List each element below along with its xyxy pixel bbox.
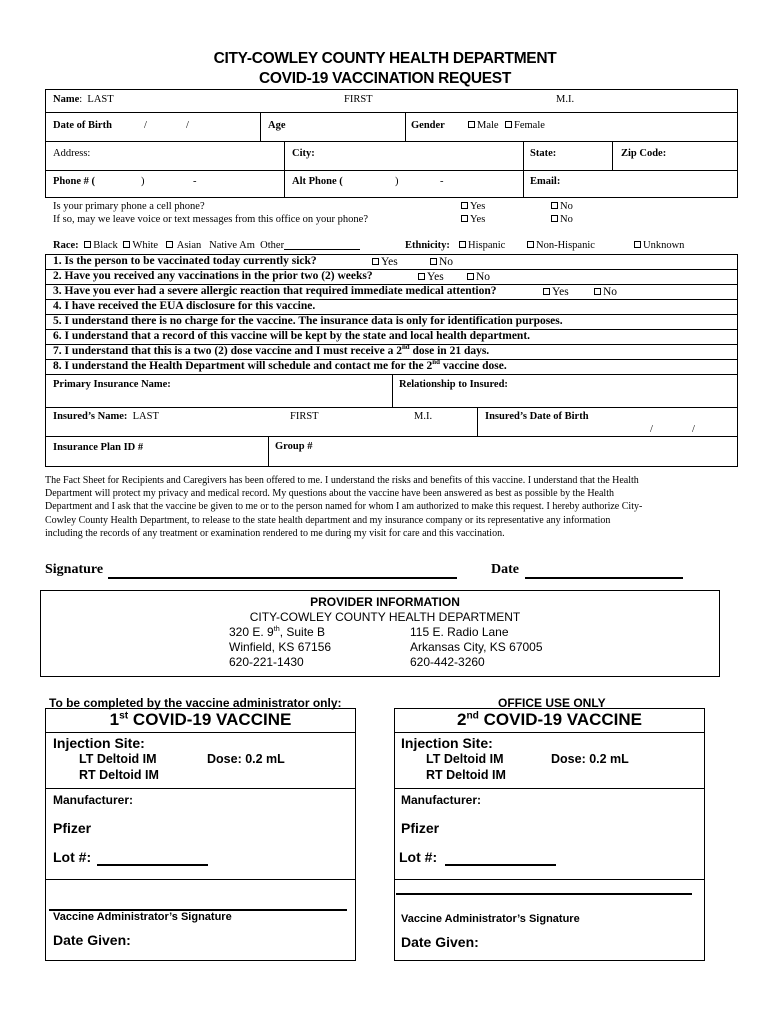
phone-label[interactable]: Phone # ( — [53, 176, 95, 187]
eth-hispanic-checkbox[interactable]: Hispanic — [459, 240, 505, 251]
primary-insurance-label[interactable]: Primary Insurance Name: — [53, 379, 171, 390]
dose2-dose: Dose: 0.2 mL — [551, 752, 629, 766]
gender-male-checkbox[interactable]: Male — [468, 120, 499, 131]
date-label: Date — [491, 562, 519, 577]
race-black-checkbox[interactable] — [84, 241, 91, 248]
question-2: 2. Have you received any vaccinations in the prior two (2) weeks? — [53, 270, 373, 282]
question-3: 3. Have you ever had a severe allergic reaction that required immediate medical attention? — [53, 285, 497, 297]
provider-address-2: 115 E. Radio Lane — [410, 625, 509, 639]
checkbox-icon[interactable] — [459, 241, 466, 248]
gender-label: Gender — [411, 120, 445, 131]
middle-initial-label: M.I. — [556, 94, 575, 105]
q2-no-checkbox[interactable]: No — [467, 271, 490, 283]
address-label[interactable]: Address: — [53, 148, 91, 159]
q3-no-checkbox[interactable]: No — [594, 286, 617, 298]
insured-first-label: FIRST — [290, 411, 319, 422]
dob-slash-2: / — [186, 120, 189, 131]
dose2-manufacturer-value: Pfizer — [401, 820, 440, 836]
dose2-signature-line[interactable] — [396, 893, 692, 895]
form-title-line2: COVID-19 VACCINATION REQUEST — [259, 70, 511, 87]
provider-heading: PROVIDER INFORMATION — [310, 595, 460, 609]
provider-address-1: 320 E. 9th, Suite B — [229, 624, 326, 639]
office-use-heading: OFFICE USE ONLY — [498, 696, 606, 710]
question-6: 6. I understand that a record of this vaccine will be kept by the state and local health department. — [53, 330, 531, 342]
question-8: 8. I understand the Health Department will schedule and contact me for the 2nd vaccine dose. — [53, 359, 507, 372]
phone-dash: - — [193, 176, 197, 187]
first-name-label: FIRST — [344, 94, 373, 105]
state-label[interactable]: State: — [530, 148, 557, 159]
cell-no-checkbox[interactable]: No — [551, 201, 573, 212]
question-5: 5. I understand there is no charge for the vaccine. The insurance data is only for identification purposes. — [53, 315, 563, 327]
dose2-lot-label: Lot #: — [399, 849, 438, 865]
signature-line[interactable] — [108, 577, 457, 579]
race-row: Race: Black White Asian Native Am Other — [53, 240, 360, 251]
msg-yes-checkbox[interactable]: Yes — [461, 214, 485, 225]
dose1-title: 1st COVID-19 VACCINE — [109, 710, 292, 729]
dose1-manufacturer-value: Pfizer — [53, 820, 92, 836]
provider-city-1: Winfield, KS 67156 — [229, 640, 332, 654]
checkbox-icon[interactable] — [527, 241, 534, 248]
checkbox-icon[interactable] — [543, 288, 550, 295]
cell-yes-checkbox[interactable]: Yes — [461, 201, 485, 212]
dose2-injection-site-label: Injection Site: — [401, 735, 493, 751]
group-label[interactable]: Group # — [275, 441, 313, 452]
checkbox-icon[interactable] — [468, 121, 475, 128]
insured-dob-slash-2: / — [692, 424, 695, 435]
consent-paragraph: The Fact Sheet for Recipients and Caregivers has been offered to me. I understand the risks and benefits of this vaccine. I understand that the Health Department will protect my privacy and medical record. My questions about the vaccine have been answered as best as possible by the Health Department and I ask that the vaccine be given to me or to the person named for whom I am authorized to make this request. I hereby authorize City- Cowley County Health Department, to release to the state health department and my insurance company or its representative any information including the records of any treatment or examination rendered to me during my visit for care and this vaccination. — [45, 475, 643, 539]
name-field[interactable]: Name: LAST — [53, 94, 114, 105]
dose1-lt-deltoid[interactable]: LT Deltoid IM — [79, 752, 157, 766]
dose2-manufacturer-label: Manufacturer: — [401, 793, 482, 807]
question-1: 1. Is the person to be vaccinated today currently sick? — [53, 255, 317, 267]
dose2-lt-deltoid[interactable]: LT Deltoid IM — [426, 752, 504, 766]
alt-phone-label[interactable]: Alt Phone ( — [292, 176, 343, 187]
dose2-lot-line[interactable] — [445, 864, 556, 866]
question-7: 7. I understand that this is a two (2) dose vaccine and I must receive a 2nd dose in 21 days. — [53, 344, 490, 357]
checkbox-icon[interactable] — [461, 202, 468, 209]
alt-phone-dash: - — [440, 176, 444, 187]
dose1-manufacturer-label: Manufacturer: — [53, 793, 134, 807]
q1-no-checkbox[interactable]: No — [430, 256, 453, 268]
msg-no-checkbox[interactable]: No — [551, 214, 573, 225]
insured-dob-label[interactable]: Insured’s Date of Birth — [485, 411, 589, 422]
dob-slash-1: / — [144, 120, 147, 131]
q3-yes-checkbox[interactable]: Yes — [543, 286, 569, 298]
race-other-line[interactable] — [284, 249, 360, 250]
checkbox-icon[interactable] — [372, 258, 379, 265]
form-title-line1: CITY-COWLEY COUNTY HEALTH DEPARTMENT — [213, 50, 557, 67]
dose1-lot-line[interactable] — [97, 864, 208, 866]
dose1-date-given-label[interactable]: Date Given: — [53, 932, 131, 948]
plan-id-label[interactable]: Insurance Plan ID # — [53, 442, 144, 453]
checkbox-icon[interactable] — [594, 288, 601, 295]
checkbox-icon[interactable] — [430, 258, 437, 265]
q1-yes-checkbox[interactable]: Yes — [372, 256, 398, 268]
dose1-admin-sig-label: Vaccine Administrator’s Signature — [53, 911, 232, 923]
insured-dob-slash-1: / — [650, 424, 653, 435]
race-asian-checkbox[interactable] — [166, 241, 173, 248]
provider-phone-2: 620-442-3260 — [410, 655, 485, 669]
checkbox-icon[interactable] — [505, 121, 512, 128]
insured-name-field[interactable]: Insured’s Name: LAST — [53, 411, 159, 422]
gender-female-checkbox[interactable]: Female — [505, 120, 545, 131]
dose1-lot-label: Lot #: — [53, 849, 92, 865]
phone-paren: ) — [141, 176, 145, 187]
email-label[interactable]: Email: — [530, 176, 561, 187]
insured-mi-label: M.I. — [414, 411, 433, 422]
age-label[interactable]: Age — [268, 120, 286, 131]
signature-label: Signature — [45, 562, 104, 577]
dose2-rt-deltoid[interactable]: RT Deltoid IM — [426, 768, 506, 782]
dob-label[interactable]: Date of Birth — [53, 120, 112, 131]
zip-label[interactable]: Zip Code: — [621, 148, 667, 159]
city-label[interactable]: City: — [292, 148, 315, 159]
dose1-injection-site-label: Injection Site: — [53, 735, 145, 751]
message-question: If so, may we leave voice or text messages from this office on your phone? — [53, 214, 368, 225]
date-line[interactable] — [525, 577, 683, 579]
provider-city-2: Arkansas City, KS 67005 — [410, 640, 543, 654]
checkbox-icon[interactable] — [467, 273, 474, 280]
eth-unknown-checkbox[interactable]: Unknown — [634, 240, 684, 251]
checkbox-icon[interactable] — [551, 202, 558, 209]
dose2-admin-sig-label: Vaccine Administrator’s Signature — [401, 913, 580, 925]
race-white-checkbox[interactable] — [123, 241, 130, 248]
relationship-label[interactable]: Relationship to Insured: — [399, 379, 508, 390]
patient-info-table — [45, 89, 738, 198]
eth-nonhispanic-checkbox[interactable]: Non-Hispanic — [527, 240, 595, 251]
provider-dept: CITY-COWLEY COUNTY HEALTH DEPARTMENT — [249, 610, 521, 624]
checkbox-icon[interactable] — [634, 241, 641, 248]
admin-only-heading: To be completed by the vaccine administrator only: — [49, 696, 342, 710]
q2-yes-checkbox[interactable]: Yes — [418, 271, 444, 283]
checkbox-icon[interactable] — [551, 215, 558, 222]
alt-phone-paren: ) — [395, 176, 399, 187]
dose1-dose: Dose: 0.2 mL — [207, 752, 285, 766]
dose2-date-given-label[interactable]: Date Given: — [401, 934, 479, 950]
checkbox-icon[interactable] — [418, 273, 425, 280]
dose1-rt-deltoid[interactable]: RT Deltoid IM — [79, 768, 159, 782]
dose2-title: 2nd COVID-19 VACCINE — [456, 710, 643, 729]
provider-phone-1: 620-221-1430 — [229, 655, 304, 669]
checkbox-icon[interactable] — [461, 215, 468, 222]
question-4: 4. I have received the EUA disclosure for this vaccine. — [53, 300, 316, 312]
ethnicity-label: Ethnicity: — [405, 240, 450, 251]
cell-phone-question: Is your primary phone a cell phone? — [53, 201, 205, 212]
